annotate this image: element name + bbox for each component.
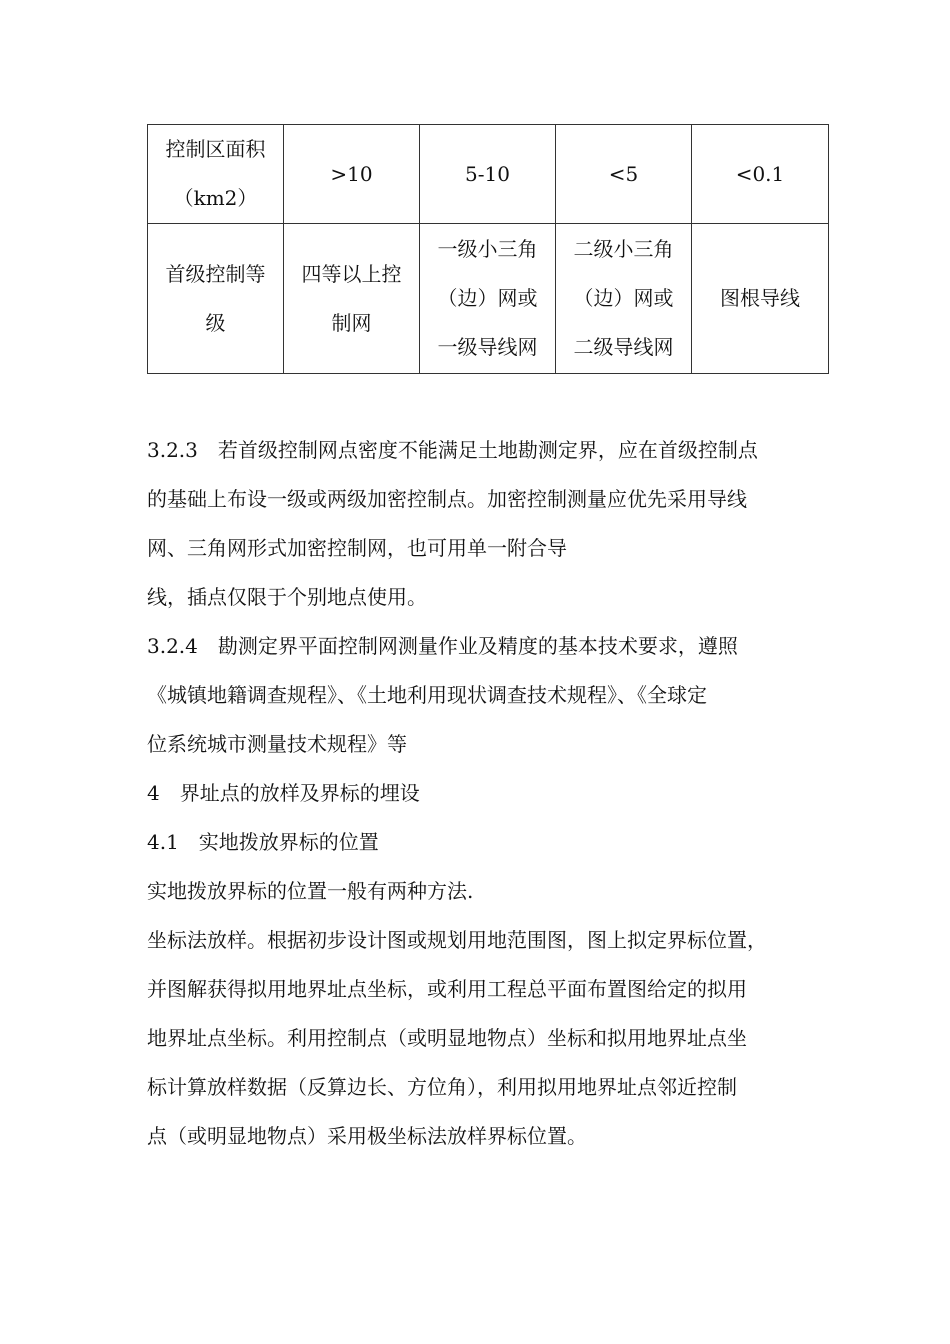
table-cell: 5-10 [420,125,556,224]
table-cell: >10 [284,125,420,224]
subsection-heading: 4.1 实地拨放界标的位置 [147,830,379,854]
table-cell: 图根导线 [692,224,829,374]
text-line: 网、三角网形式加密控制网，也可用单一附合导 [147,536,567,560]
text-line: 点（或明显地物点）采用极坐标法放样界标位置。 [147,1124,587,1148]
cell-line: （边）网或 [573,286,674,310]
header-line: 首级控制等 [165,261,266,286]
text-line: 的基础上布设一级或两级加密控制点。加密控制测量应优先采用导线 [147,487,747,511]
cell-line: 二级小三角 [573,237,674,261]
text-line: 地界址点坐标。利用控制点（或明显地物点）坐标和拟用地界址点坐 [147,1026,747,1050]
cell-line: 四等以上控 [301,261,402,286]
text-line: 线，插点仅限于个别地点使用。 [147,585,427,609]
table-row [148,125,829,224]
cell-line: 一级导线网 [437,335,538,359]
text-line: 并图解获得拟用地界址点坐标，或利用工程总平面布置图给定的拟用 [147,977,747,1001]
text-line: 实地拨放界标的位置一般有两种方法. [147,879,474,903]
cell-line: （边）网或 [437,286,538,310]
table-cell [556,224,692,374]
table-cell [420,224,556,374]
table-cell: <0.1 [692,125,829,224]
header-line: （km2） [173,186,258,210]
text-line: 3.2.4 勘测定界平面控制网测量作业及精度的基本技术要求，遵照 [147,634,738,658]
body-text [147,426,837,1161]
cell-line: 制网 [331,310,372,335]
cell-line: 一级小三角 [437,237,538,261]
table-cell: <5 [556,125,692,224]
header-line: 控制区面积 [165,137,266,161]
table-cell [284,224,420,374]
control-level-table [147,124,829,374]
section-heading: 4 界址点的放样及界标的埋设 [147,781,420,805]
text-line: 位系统城市测量技术规程》等 [147,732,407,756]
table-row [148,224,829,374]
cell-line: 二级导线网 [573,335,674,359]
text-line: 标计算放样数据（反算边长、方位角），利用拟用地界址点邻近控制 [147,1075,737,1099]
text-line: 坐标法放样。根据初步设计图或规划用地范围图，图上拟定界标位置， [147,928,767,952]
header-line: 级 [205,310,226,335]
text-line: 《城镇地籍调查规程》、《土地利用现状调查技术规程》、《全球定 [147,683,707,707]
table-header-cell [148,125,284,224]
table-header-cell [148,224,284,374]
text-line: 3.2.3 若首级控制网点密度不能满足土地勘测定界，应在首级控制点 [147,438,758,462]
